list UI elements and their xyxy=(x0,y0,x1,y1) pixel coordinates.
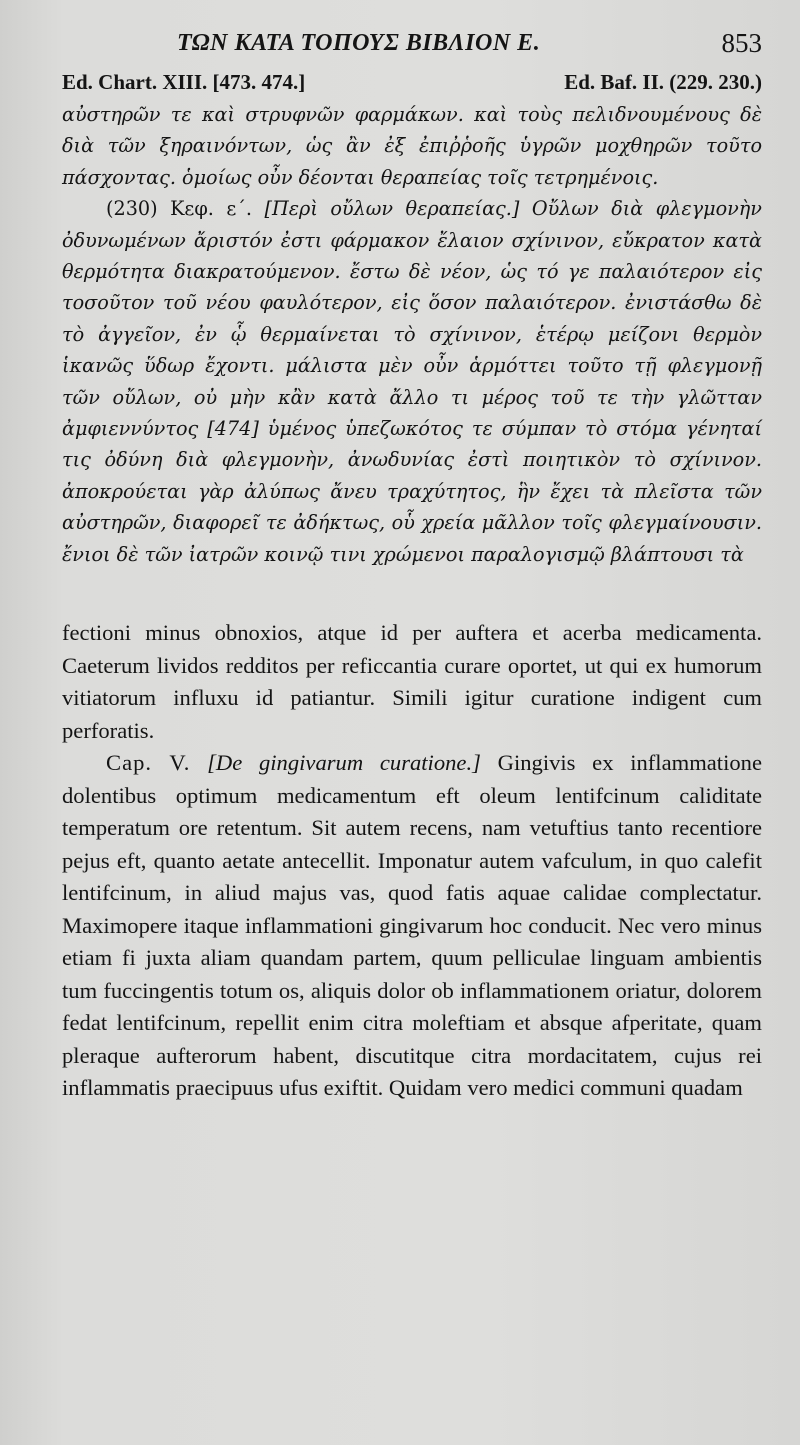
running-title: ΤΩΝ ΚΑΤΑ ΤΟΠΟΥΣ ΒΙΒΛΙΟΝ Ε. xyxy=(177,30,541,56)
latin-paragraph-1: fectioni minus obnoxios, atque id per auftera et acerba medicamenta. Caeterum lividos redditos per reficcantia curare oportet, ut qui ex humorum vitiatorum influxu id patiantur. Simili igitur curatione indigent cum perforatis. xyxy=(62,620,762,743)
latin-chapter-title: [De gingivarum curatione.] xyxy=(207,750,481,776)
greek-paragraph-1: αὐστηρῶν τε καὶ στρυφνῶν φαρμάκων. καὶ τοὺς πελιδνουμένους δὲ διὰ τῶν ξηραινόντων, ὡς ἂν ἐξ ἐπιῤῥοῆς ὑγρῶν μοχθηρῶν τοῦτο πάσχοντας. ὁμοίως οὖν δέονται θεραπείας τοῖς τετρημένοις. xyxy=(62,103,762,189)
running-head xyxy=(62,22,762,66)
edition-basel: Ed. Baf. II. (229. 230.) xyxy=(564,70,762,94)
edition-line xyxy=(62,70,762,98)
edition-chartier: Ed. Chart. XIII. [473. 474.] xyxy=(62,70,306,94)
greek-paragraph-2 xyxy=(62,193,762,570)
greek-chapter-text: Οὔλων διὰ φλεγμονὴν ὀδυνωμένων ἄριστόν ἐστι φάρμακον ἔλαιον σχίνινον, εὔκρατον κατὰ θερμότητα διακρατούμενον. ἔστω δὲ νέον, ὡς τό γε παλαιότερον εἰς τοσοῦτον τοῦ νέου φαυλότερον, εἰς ὅσον παλαιότερον. ἐνιστάσθω δὲ τὸ ἀγγεῖον, ἐν ᾧ θερμαίνεται τὸ σχίνινον, ἑτέρῳ μείζονι θερμὸν ἱκανῶς ὕδωρ ἔχοντι. μάλιστα μὲν οὖν ἁρμόττει τοῦτο τῇ φλεγμονῇ τῶν οὔλων, οὐ μὴν κἂν κατὰ ἄλλο τι μέρος τοῦ τε τὴν γλῶτταν ἀμφιεννύντος [474] ὑμένος ὑπεζωκότος τε σύμπαν τὸ στόμα γένηταί τις ὀδύνη διὰ φλεγμονὴν, ἀνωδυνίας ἐστὶ ποιητικὸν τὸ σχίνινον. ἀποκρούεται γὰρ ἀλύπως ἄνευ τραχύτητος, ἣν ἔχει τὰ πλεῖστα τῶν αὐστηρῶν, διαφορεῖ τε ἀδήκτως, οὗ χρεία μᾶλλον τοῖς φλεγμαίνουσιν. ἔνιοι δὲ τῶν ἰατρῶν κοινῷ τινι χρώμενοι παραλογισμῷ βλάπτουσι τὰ xyxy=(62,197,762,566)
latin-paragraph-2 xyxy=(62,747,762,1105)
greek-chapter-label: (230) Κεφ. ε΄. xyxy=(106,197,253,221)
latin-chapter-label: Cap. V. xyxy=(106,750,191,776)
latin-text-block xyxy=(62,617,762,1105)
greek-chapter-title: [Περὶ οὔλων θεραπείας.] xyxy=(264,197,520,221)
latin-chapter-text: Gingivis ex inflammatione dolentibus optimum medicamentum eft oleum lentifcinum caliditate temperatum ore retentum. Sit autem recens, nam vetuftius tanto recentiore pejus eft, quanto aetate antecellit. Imponatur autem vafculum, in quo calefit lentifcinum, in aliud majus vas, quod fatis aquae calidae complectatur. Maximopere itaque inflammationi gingivarum hoc conducit. Nec vero minus etiam fi juxta aliam quandam partem, quum pelliculae linguam ambientis tum fuccingentis totum os, aliquis dolor ob inflammationem oriatur, dolorem fedat lentifcinum, repellit enim citra moleftiam et absque afperitate, quam pleraque aufterorum habent, discutitque citra mordacitatem, cujus rei inflammatis praecipuus ufus exiftit. Quidam vero medici communi quadam xyxy=(62,750,762,1101)
page-number: 853 xyxy=(721,28,762,58)
greek-text-block xyxy=(62,99,762,570)
